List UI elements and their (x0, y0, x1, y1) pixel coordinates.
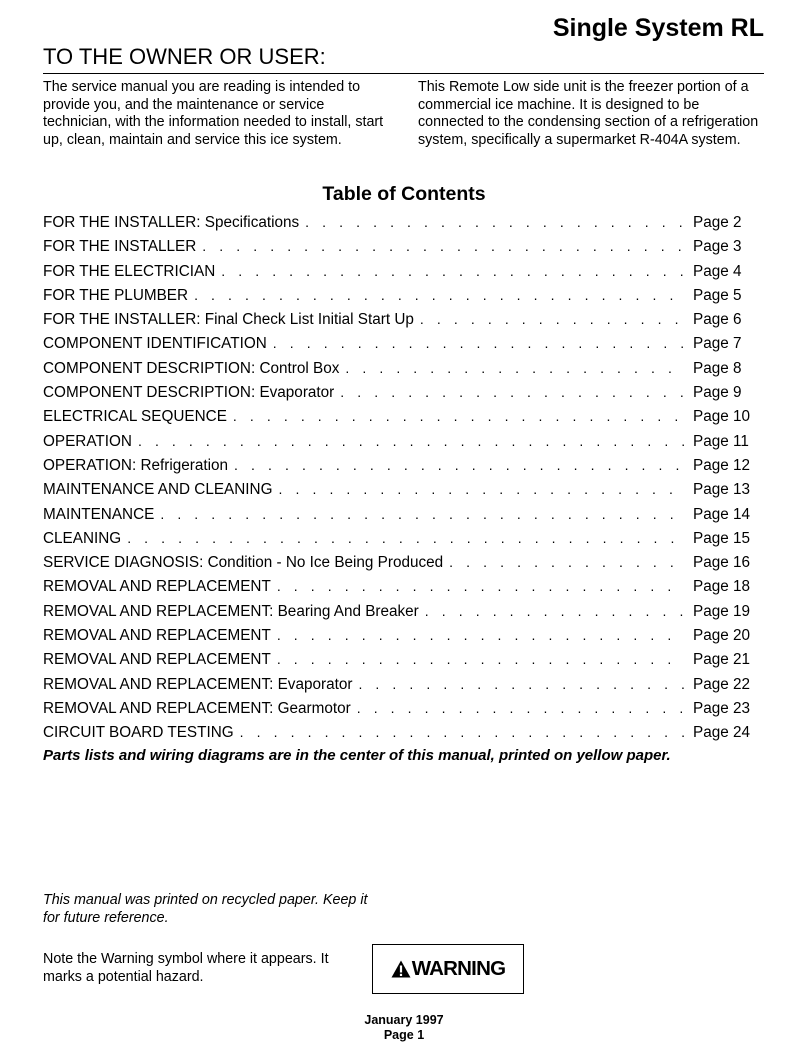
toc-entry-title: ELECTRICAL SEQUENCE (43, 408, 227, 426)
toc-entry (43, 627, 755, 651)
toc-entry (43, 335, 755, 359)
toc-entry-title: FOR THE PLUMBER (43, 286, 189, 304)
toc-entry (43, 214, 755, 238)
toc-entry (43, 530, 755, 554)
toc-leader-dots (233, 408, 685, 424)
toc-leader-dots (160, 506, 685, 522)
warning-label-box (372, 944, 524, 994)
toc-leader-dots (279, 481, 686, 497)
toc-heading: Table of Contents (322, 183, 486, 205)
toc-entry-page: Page 11 (693, 432, 749, 450)
toc-entry-title: COMPONENT DESCRIPTION: Evaporator (43, 384, 335, 402)
toc-entry-title: COMPONENT IDENTIFICATION (43, 335, 267, 353)
document-title: Single System RL (552, 14, 764, 42)
toc-leader-dots (138, 433, 685, 449)
toc-entry (43, 578, 755, 602)
toc-entry (43, 311, 755, 335)
toc-entry-title: REMOVAL AND REPLACEMENT (43, 627, 271, 645)
toc-entry-page: Page 16 (693, 554, 750, 572)
parts-lists-note: Parts lists and wiring diagrams are in the center of this manual, printed on yellow paper. (43, 747, 671, 764)
toc-entry (43, 433, 755, 457)
toc-entry-page: Page 3 (693, 238, 742, 256)
toc-entry (43, 481, 755, 505)
toc-entry (43, 724, 755, 748)
warning-label-content (391, 957, 505, 981)
toc-entry-page: Page 15 (693, 529, 750, 547)
toc-leader-dots (425, 603, 685, 619)
toc-entry-title: REMOVAL AND REPLACEMENT (43, 578, 271, 596)
toc-entry-title: REMOVAL AND REPLACEMENT (43, 651, 271, 669)
toc-entry-page: Page 12 (693, 456, 750, 474)
toc-entry-page: Page 7 (693, 335, 742, 353)
toc-entry-page: Page 21 (693, 651, 750, 669)
toc-entry (43, 676, 755, 700)
recycled-paper-note: This manual was printed on recycled paper. Keep it for future reference. (43, 892, 368, 926)
toc-entry-title: COMPONENT DESCRIPTION: Control Box (43, 359, 340, 377)
toc-entry-title: CIRCUIT BOARD TESTING (43, 724, 234, 742)
toc-leader-dots (277, 578, 685, 594)
toc-leader-dots (194, 287, 685, 303)
toc-leader-dots (420, 311, 685, 327)
toc-entry-title: CLEANING (43, 529, 122, 547)
toc-leader-dots (358, 676, 685, 692)
toc-leader-dots (127, 530, 685, 546)
toc-leader-dots (240, 724, 685, 740)
toc-leader-dots (234, 457, 685, 473)
toc-entry-page: Page 23 (693, 699, 750, 717)
toc-entry (43, 238, 755, 262)
toc-entry-title: REMOVAL AND REPLACEMENT: Evaporator (43, 675, 353, 693)
toc-leader-dots (202, 238, 685, 254)
intro-right-paragraph: This Remote Low side unit is the freezer portion of a commercial ice machine. It is designed to be connected to the condensing section of a refrigeration system, specifically a supermarket R-404A system. (418, 79, 759, 148)
toc-entry-title: OPERATION (43, 432, 132, 450)
toc-entry-page: Page 18 (693, 578, 750, 596)
toc-leader-dots (305, 214, 685, 230)
warning-label-text: WARNING (411, 957, 506, 980)
toc-entry (43, 651, 755, 675)
toc-entry (43, 384, 755, 408)
toc-entry (43, 603, 755, 627)
toc-entry-page: Page 9 (693, 384, 742, 402)
toc-entry (43, 287, 755, 311)
footer-date: January 1997 (364, 1013, 444, 1027)
intro-left-paragraph: The service manual you are reading is intended to provide you, and the maintenance or service technician, with the information needed to install, start up, clean, maintain and service this ice system. (43, 79, 384, 148)
toc-entry-title: SERVICE DIAGNOSIS: Condition - No Ice Being Produced (43, 554, 444, 572)
toc-entry-page: Page 2 (693, 214, 742, 231)
toc-entry-title: FOR THE INSTALLER: Specifications (43, 214, 300, 231)
toc-entry-title: OPERATION: Refrigeration (43, 456, 229, 474)
toc-entry-page: Page 20 (693, 627, 750, 645)
toc-entry-page: Page 4 (693, 262, 742, 280)
toc-entry-page: Page 10 (693, 408, 750, 426)
toc-leader-dots (273, 335, 685, 351)
toc-entry-title: MAINTENANCE AND CLEANING (43, 481, 273, 499)
toc-entry (43, 554, 755, 578)
toc-entry (43, 263, 755, 287)
toc-entry-page: Page 6 (693, 311, 742, 329)
warning-triangle-icon (391, 960, 411, 978)
toc-entry-title: FOR THE INSTALLER: Final Check List Initial Start Up (43, 311, 414, 329)
toc-leader-dots (340, 384, 685, 400)
toc-entry-page: Page 8 (693, 359, 742, 377)
toc-leader-dots (345, 360, 685, 376)
toc-entry-page: Page 24 (693, 724, 750, 742)
toc-entry (43, 506, 755, 530)
toc-entry-page: Page 5 (693, 286, 742, 304)
toc-entry-page: Page 19 (693, 602, 750, 620)
toc-entry-title: FOR THE ELECTRICIAN (43, 262, 216, 280)
toc-entry (43, 360, 755, 384)
toc-entry-title: REMOVAL AND REPLACEMENT: Bearing And Breaker (43, 602, 419, 620)
toc-leader-dots (277, 627, 685, 643)
toc-entry-page: Page 13 (693, 481, 750, 499)
toc-leader-dots (449, 554, 685, 570)
toc-entry (43, 457, 755, 481)
toc-leader-dots (277, 651, 685, 667)
toc-entry-title: MAINTENANCE (43, 505, 155, 523)
table-of-contents (43, 214, 755, 749)
owner-heading: TO THE OWNER OR USER: (43, 44, 764, 74)
toc-entry (43, 700, 755, 724)
toc-entry (43, 408, 755, 432)
toc-leader-dots (221, 263, 685, 279)
toc-entry-title: FOR THE INSTALLER (43, 238, 197, 256)
footer-page-number: Page 1 (383, 1028, 425, 1042)
warning-symbol-note: Note the Warning symbol where it appears. It marks a potential hazard. (43, 951, 329, 985)
toc-entry-title: REMOVAL AND REPLACEMENT: Gearmotor (43, 699, 351, 717)
toc-entry-page: Page 14 (693, 505, 750, 523)
toc-entry-page: Page 22 (693, 675, 750, 693)
toc-leader-dots (357, 700, 685, 716)
